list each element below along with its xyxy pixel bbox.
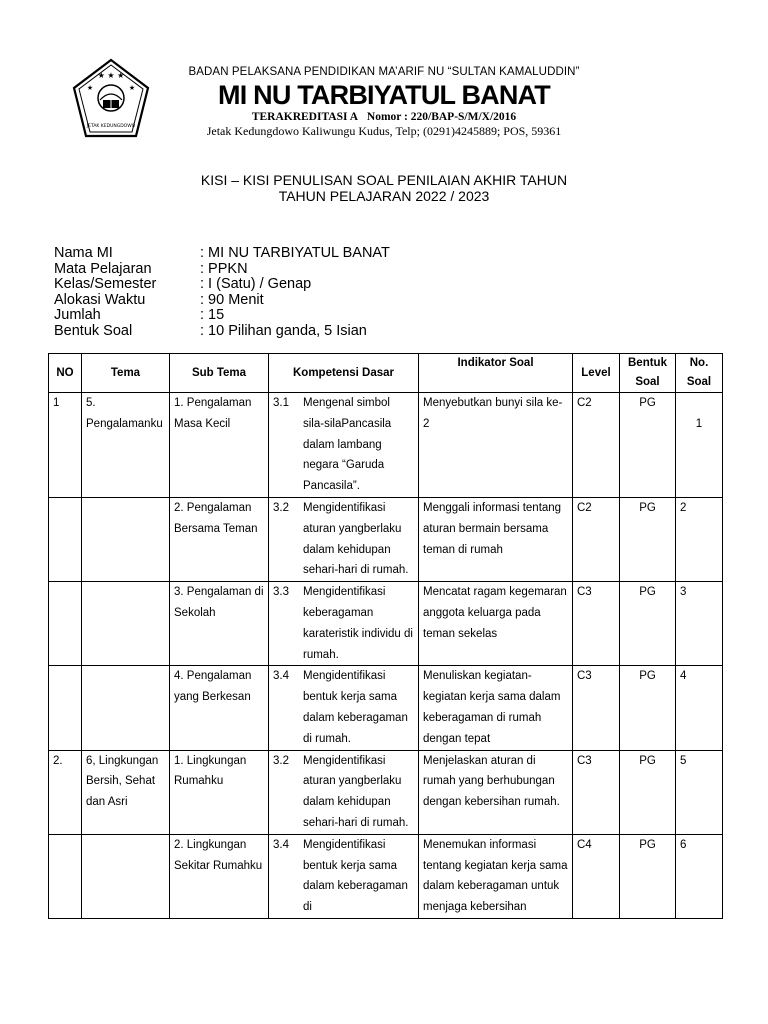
kd-number: 3.3 bbox=[273, 586, 289, 599]
kd-number: 3.1 bbox=[273, 397, 289, 409]
header-no: NO bbox=[49, 354, 82, 393]
info-row bbox=[54, 324, 390, 340]
info-label: Nama MI bbox=[54, 245, 113, 261]
cell-sub-tema: 1. Pengalaman Masa Kecil bbox=[170, 393, 269, 498]
cell-tema bbox=[82, 582, 170, 666]
kd-number: 3.4 bbox=[273, 670, 289, 683]
info-row bbox=[54, 277, 390, 293]
svg-text:★: ★ bbox=[86, 84, 94, 92]
info-value: : I (Satu) / Genap bbox=[200, 276, 312, 292]
cell-indikator: Menjelaskan aturan di rumah yang berhubungan dengan kebersihan rumah. bbox=[419, 750, 573, 834]
svg-text:★: ★ bbox=[128, 84, 136, 92]
cell-tema bbox=[82, 834, 170, 918]
header-kompetensi-dasar: Kompetensi Dasar bbox=[269, 354, 419, 393]
cell-indikator: Mencatat ragam kegemaran anggota keluarga pada teman sekelas bbox=[419, 582, 573, 666]
cell-no-soal: 2 bbox=[676, 497, 723, 581]
kd-number: 3.2 bbox=[273, 754, 289, 767]
school-address: Jetak Kedungdowo Kaliwungu Kudus, Telp; (0291)4245889; POS, 59361 bbox=[206, 124, 562, 138]
info-value: : 10 Pilihan ganda, 5 Isian bbox=[200, 322, 367, 339]
cell-no bbox=[49, 666, 82, 750]
cell-indikator: Menuliskan kegiatan-kegiatan kerja sama dalam keberagaman di rumah dengan tepat bbox=[419, 666, 573, 750]
cell-tema bbox=[82, 497, 170, 581]
header-level: Level bbox=[573, 354, 620, 393]
table-row bbox=[49, 834, 723, 918]
school-name: MI NU TARBIYATUL BANAT bbox=[218, 80, 550, 110]
cell-bentuk: PG bbox=[620, 834, 676, 918]
kd-text: Mengidentifikasi bentuk kerja sama dalam keberagaman di bbox=[303, 838, 408, 914]
title-line-2: TAHUN PELAJARAN 2022 / 2023 bbox=[278, 188, 490, 204]
header-tema: Tema bbox=[82, 354, 170, 393]
cell-bentuk: PG bbox=[620, 750, 676, 834]
cell-kd bbox=[269, 834, 419, 918]
foundation-name: BADAN PELAKSANA PENDIDIKAN MA’ARIF NU “SULTAN KAMALUDDIN” bbox=[188, 66, 580, 78]
svg-text:JETAK KEDUNGDOWO: JETAK KEDUNGDOWO bbox=[86, 124, 136, 129]
kd-text: Mengidentifikasi aturan yangberlaku dalam kehidupan sehari-hari di rumah. bbox=[303, 501, 409, 577]
info-label: Alokasi Waktu bbox=[54, 291, 146, 308]
cell-sub-tema: 2. Lingkungan Sekitar Rumahku bbox=[170, 834, 269, 918]
cell-kd bbox=[269, 497, 419, 581]
header-indikator-soal: Indikator Soal bbox=[419, 354, 573, 393]
info-label: Bentuk Soal bbox=[54, 322, 133, 339]
cell-no bbox=[49, 497, 82, 581]
info-block bbox=[54, 246, 390, 339]
info-value: : MI NU TARBIYATUL BANAT bbox=[200, 245, 390, 261]
cell-kd bbox=[269, 582, 419, 666]
decree-number: Nomor : 220/BAP-S/M/X/2016 bbox=[366, 111, 517, 123]
kd-text: Mengidentifikasi aturan yangberlaku dalam kehidupan sehari-hari di rumah. bbox=[303, 754, 409, 829]
cell-no bbox=[49, 582, 82, 666]
info-value: : 90 Menit bbox=[200, 291, 264, 308]
info-row bbox=[54, 308, 390, 324]
header-bentuk-soal: Bentuk Soal bbox=[620, 354, 676, 393]
info-row bbox=[54, 262, 390, 278]
cell-no-soal: 4 bbox=[676, 666, 723, 750]
table-row bbox=[49, 393, 723, 498]
cell-kd bbox=[269, 393, 419, 498]
table-header-row bbox=[49, 354, 723, 393]
info-label: Mata Pelajaran bbox=[54, 260, 152, 277]
table-row bbox=[49, 582, 723, 666]
cell-no: 2. bbox=[49, 750, 82, 834]
letterhead bbox=[0, 0, 768, 140]
header-sub-tema: Sub Tema bbox=[170, 354, 269, 393]
accreditation-line bbox=[150, 111, 618, 123]
cell-bentuk: PG bbox=[620, 497, 676, 581]
cell-no-soal: 6 bbox=[676, 834, 723, 918]
info-value: : PPKN bbox=[200, 260, 248, 277]
info-value: : 15 bbox=[200, 307, 225, 323]
info-row bbox=[54, 293, 390, 309]
kd-number: 3.4 bbox=[273, 838, 289, 851]
cell-sub-tema: 4. Pengalaman yang Berkesan bbox=[170, 666, 269, 750]
svg-text:★ ★ ★: ★ ★ ★ bbox=[97, 71, 125, 80]
cell-kd bbox=[269, 750, 419, 834]
cell-bentuk: PG bbox=[620, 666, 676, 750]
cell-level: C2 bbox=[573, 393, 620, 498]
table-row bbox=[49, 666, 723, 750]
cell-indikator: Menemukan informasi tentang kegiatan kerja sama dalam keberagaman untuk menjaga kebersihan bbox=[419, 834, 573, 918]
info-label: Kelas/Semester bbox=[54, 276, 157, 292]
cell-level: C2 bbox=[573, 497, 620, 581]
kd-text: Mengenal simbol sila-silaPancasila dalam lambang negara “Garuda Pancasila”. bbox=[303, 397, 392, 493]
cell-level: C3 bbox=[573, 666, 620, 750]
cell-indikator: Menggali informasi tentang aturan bermain bersama teman di rumah bbox=[419, 497, 573, 581]
cell-kd bbox=[269, 666, 419, 750]
kisi-table bbox=[48, 353, 723, 919]
cell-sub-tema: 2. Pengalaman Bersama Teman bbox=[170, 497, 269, 581]
table-row bbox=[49, 750, 723, 834]
cell-no bbox=[49, 834, 82, 918]
document-title bbox=[0, 172, 768, 204]
cell-indikator: Menyebutkan bunyi sila ke-2 bbox=[419, 393, 573, 498]
cell-tema: 5. Pengalamanku bbox=[82, 393, 170, 498]
cell-level: C4 bbox=[573, 834, 620, 918]
table-row bbox=[49, 497, 723, 581]
accreditation-status: TERAKREDITASI A bbox=[251, 111, 359, 123]
cell-tema: 6, Lingkungan Bersih, Sehat dan Asri bbox=[82, 750, 170, 834]
kd-text: Mengidentifikasi keberagaman karateristik individu di rumah. bbox=[303, 586, 413, 661]
cell-sub-tema: 1. Lingkungan Rumahku bbox=[170, 750, 269, 834]
kd-number: 3.2 bbox=[273, 501, 289, 514]
info-row bbox=[54, 246, 390, 262]
cell-no: 1 bbox=[49, 393, 82, 498]
cell-bentuk: PG bbox=[620, 582, 676, 666]
info-label: Jumlah bbox=[54, 307, 101, 323]
cell-level: C3 bbox=[573, 750, 620, 834]
school-logo-icon bbox=[72, 58, 150, 138]
cell-level: C3 bbox=[573, 582, 620, 666]
cell-sub-tema: 3. Pengalaman di Sekolah bbox=[170, 582, 269, 666]
cell-no-soal: 5 bbox=[676, 750, 723, 834]
cell-bentuk: PG bbox=[620, 393, 676, 498]
cell-no-soal: 3 bbox=[676, 582, 723, 666]
title-line-1: KISI – KISI PENULISAN SOAL PENILAIAN AKHIR TAHUN bbox=[200, 172, 568, 188]
kd-text: Mengidentifikasi bentuk kerja sama dalam keberagaman di rumah. bbox=[303, 670, 408, 745]
cell-tema bbox=[82, 666, 170, 750]
header-no-soal: No. Soal bbox=[676, 354, 723, 393]
cell-no-soal: 1 bbox=[676, 393, 723, 498]
